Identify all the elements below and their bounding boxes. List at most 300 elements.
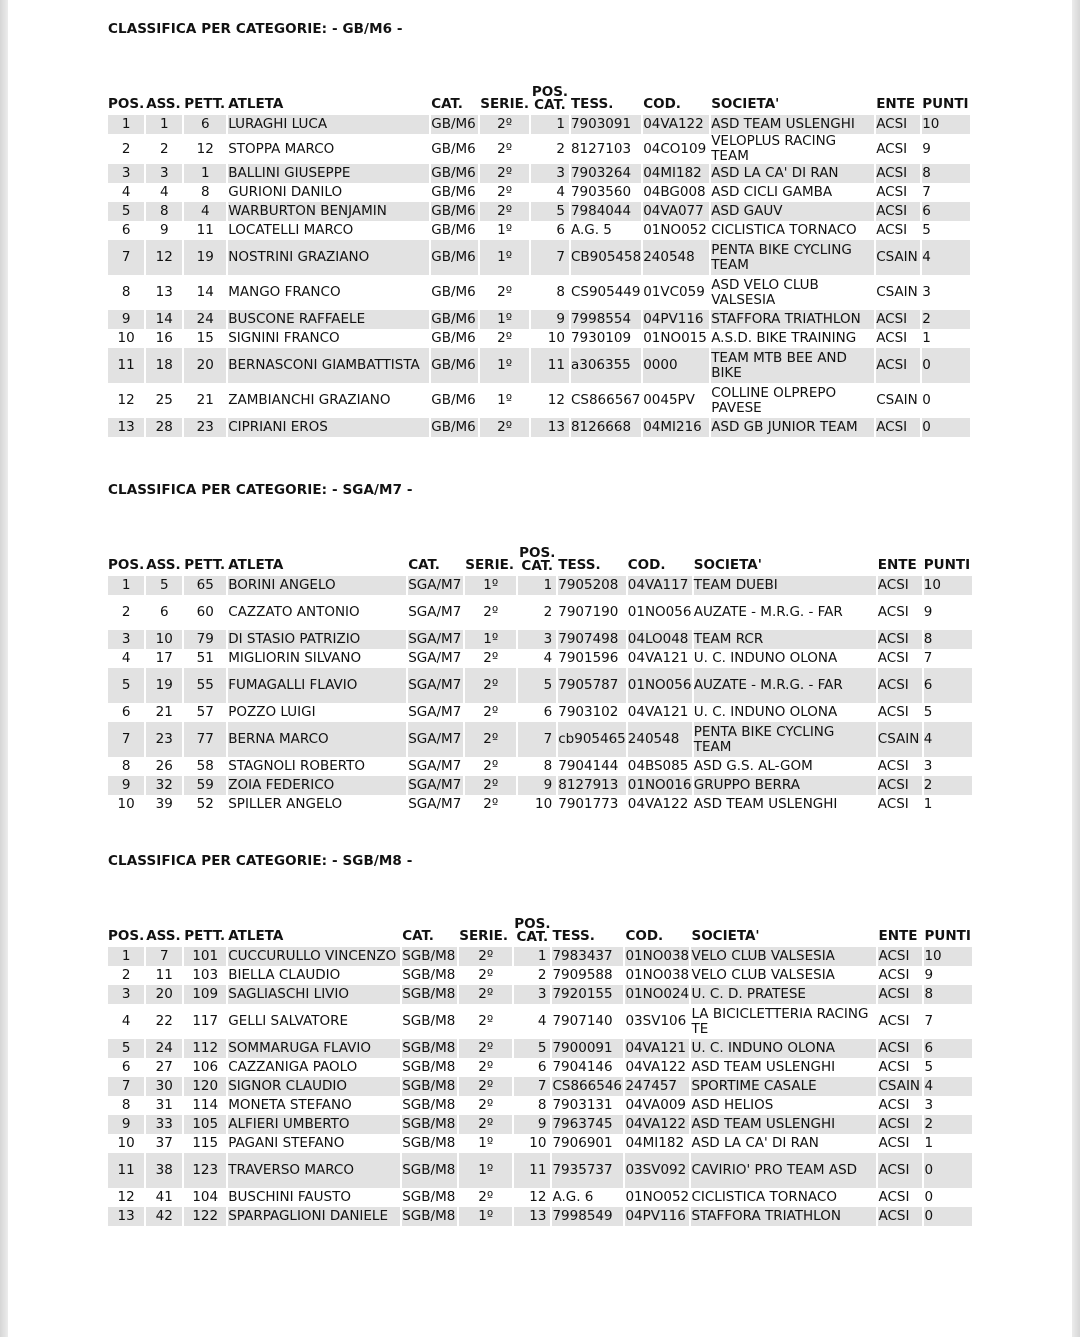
cell-pett: 12 — [196, 140, 214, 157]
column-header-ass: ASS. — [146, 96, 181, 112]
cell-cat: GB/M6 — [431, 140, 476, 157]
column-header-cod: COD. — [643, 96, 681, 112]
cell-societa: VELO CLUB VALSESIA — [691, 967, 835, 983]
table-row — [108, 795, 972, 814]
cell-poscat: 7 — [518, 722, 556, 757]
cell-atleta: BUSCHINI FAUSTO — [228, 1189, 351, 1205]
cell-ass: 42 — [146, 1207, 182, 1226]
cell-poscat: 3 — [518, 630, 556, 649]
cell-pett: 114 — [192, 1097, 219, 1113]
cell-pos: 8 — [121, 758, 131, 774]
cell-atleta: BERNASCONI GIAMBATTISTA — [228, 348, 429, 383]
table-row — [108, 115, 970, 134]
cell-ass: 14 — [146, 310, 182, 329]
section-gb-m6 — [108, 20, 972, 437]
cell-atleta: CUCCURULLO VINCENZO — [228, 947, 400, 966]
cell-poscat: 1 — [531, 115, 569, 134]
cell-ente: ACSI — [878, 1207, 922, 1226]
cell-societa: STAFFORA TRIATHLON — [691, 1207, 876, 1226]
cell-pett: 77 — [184, 722, 226, 757]
cell-atleta: NOSTRINI GRAZIANO — [228, 240, 429, 275]
cell-ente: ACSI — [878, 1059, 910, 1075]
cell-punti: 8 — [924, 630, 972, 649]
cell-atleta: ZOIA FEDERICO — [228, 776, 406, 795]
cell-serie: 2º — [483, 650, 499, 666]
cell-serie: 2º — [483, 758, 499, 774]
cell-serie: 2º — [459, 1039, 512, 1058]
cell-pos: 2 — [121, 967, 131, 983]
cell-societa: AUZATE - M.R.G. - FAR — [694, 668, 876, 703]
cell-ente: ACSI — [878, 576, 922, 595]
cell-societa: ASD TEAM USLENGHI — [691, 1059, 836, 1075]
cell-ente: ACSI — [876, 115, 920, 134]
cell-ass: 21 — [155, 704, 173, 720]
cell-poscat: 2 — [556, 140, 565, 157]
cell-ass: 38 — [146, 1153, 182, 1188]
table-row — [108, 966, 972, 985]
cell-serie: 2º — [478, 1059, 494, 1075]
cell-punti: 1 — [923, 796, 933, 812]
cell-pos: 12 — [117, 392, 135, 408]
cell-cod: 240548 — [628, 722, 692, 757]
cell-tess: 7903264 — [571, 164, 641, 183]
cell-cat: SGA/M7 — [408, 704, 462, 720]
cell-ass: 12 — [146, 240, 182, 275]
cell-ente: ACSI — [878, 967, 910, 983]
cell-cod: 04VA117 — [628, 576, 692, 595]
cell-atleta: STAGNOLI ROBERTO — [228, 758, 366, 774]
cell-serie: 1º — [478, 1135, 494, 1151]
cell-ass: 1 — [146, 115, 182, 134]
cell-ente: ACSI — [876, 184, 908, 200]
cell-societa: ASD TEAM USLENGHI — [691, 1115, 876, 1134]
cell-pett: 6 — [184, 115, 226, 134]
cell-ass: 10 — [146, 630, 182, 649]
cell-societa: U. C. D. PRATESE — [691, 985, 876, 1004]
cell-tess: 7900091 — [552, 1039, 623, 1058]
cell-pos: 1 — [108, 947, 144, 966]
cell-cod: 247457 — [625, 1077, 689, 1096]
cell-punti: 3 — [923, 758, 933, 774]
cell-serie: 1º — [497, 392, 513, 408]
section-title: CLASSIFICA PER CATEGORIE: - GB/M6 - — [108, 21, 403, 37]
cell-pett: 79 — [184, 630, 226, 649]
cell-cod: 04PV116 — [625, 1207, 689, 1226]
cell-atleta: GURIONI DANILO — [228, 184, 343, 200]
cell-poscat: 3 — [514, 985, 550, 1004]
cell-punti: 10 — [924, 576, 972, 595]
cell-societa: ASD VELO CLUB VALSESIA — [711, 276, 819, 308]
cell-ente: ACSI — [877, 604, 909, 620]
cell-serie: 1º — [465, 630, 516, 649]
cell-punti: 0 — [924, 1189, 934, 1205]
cell-pett: 15 — [196, 330, 214, 346]
cell-cat: SGA/M7 — [408, 722, 463, 757]
column-header-tess: TESS. — [570, 96, 614, 112]
cell-societa: ASD G.S. AL-GOM — [693, 758, 813, 774]
cell-serie: 2º — [497, 284, 513, 300]
cell-tess: 7998554 — [571, 310, 641, 329]
cell-tess: 7998549 — [552, 1207, 623, 1226]
cell-ente: ACSI — [878, 1115, 922, 1134]
cell-atleta: LOCATELLI MARCO — [228, 222, 354, 238]
cell-tess: 7903091 — [571, 115, 641, 134]
column-header-punti: PUNTI — [922, 96, 969, 112]
column-header-ass: ASS. — [146, 928, 181, 944]
cell-pos: 11 — [108, 348, 144, 383]
cell-punti: 3 — [922, 284, 931, 300]
cell-societa: VELOPLUS RACING TEAM — [711, 133, 837, 164]
cell-pos: 6 — [121, 704, 131, 720]
cell-pos: 9 — [108, 776, 144, 795]
cell-ente: ACSI — [878, 947, 922, 966]
cell-cod: 0045PV — [643, 392, 695, 408]
cell-cod: 01NO052 — [625, 1189, 690, 1205]
cell-poscat: 6 — [537, 1059, 547, 1075]
cell-pos: 7 — [108, 1077, 144, 1096]
cell-punti: 6 — [924, 668, 972, 703]
cell-punti: 7 — [922, 184, 931, 200]
cell-tess: 7909588 — [552, 967, 613, 983]
cell-poscat: 11 — [531, 348, 569, 383]
cell-atleta: BALLINI GIUSEPPE — [228, 164, 429, 183]
results-table — [106, 86, 972, 437]
cell-ass: 41 — [155, 1189, 173, 1205]
page-edge-right — [1072, 0, 1080, 1337]
cell-poscat: 9 — [531, 310, 569, 329]
cell-tess: 7903560 — [570, 184, 632, 200]
cell-societa: PENTA BIKE CYCLING TEAM — [694, 722, 876, 757]
table-row — [108, 1134, 972, 1153]
cell-pett: 20 — [184, 348, 226, 383]
cell-cat: SGA/M7 — [408, 796, 462, 812]
cell-punti: 9 — [922, 140, 931, 157]
cell-atleta: LURAGHI LUCA — [228, 115, 429, 134]
cell-cod: 04VA122 — [627, 796, 689, 812]
cell-poscat: 8 — [556, 284, 565, 300]
table-row — [108, 576, 972, 595]
cell-punti: 2 — [924, 776, 972, 795]
cell-poscat: 3 — [531, 164, 569, 183]
cell-ente: ACSI — [876, 330, 908, 346]
cell-poscat: 11 — [514, 1153, 550, 1188]
cell-societa: GRUPPO BERRA — [694, 776, 876, 795]
cell-ass: 25 — [155, 392, 173, 408]
cell-atleta: BORINI ANGELO — [228, 576, 406, 595]
cell-societa: TEAM DUEBI — [694, 576, 876, 595]
cell-cod: 01NO056 — [628, 668, 692, 703]
cell-punti: 2 — [924, 1115, 972, 1134]
cell-ass: 30 — [146, 1077, 182, 1096]
header-row — [108, 86, 970, 115]
cell-societa: ASD HELIOS — [691, 1097, 774, 1113]
cell-tess: CS866567 — [570, 392, 641, 408]
cell-atleta: TRAVERSO MARCO — [228, 1153, 400, 1188]
table-row — [108, 240, 970, 275]
cell-ente: CSAIN — [878, 722, 922, 757]
cell-pos: 10 — [117, 1135, 135, 1151]
cell-ass: 3 — [146, 164, 182, 183]
cell-tess: 7904144 — [558, 758, 619, 774]
cell-pos: 4 — [121, 650, 131, 666]
cell-pett: 120 — [184, 1077, 226, 1096]
cell-cat: SGB/M8 — [402, 1116, 456, 1132]
cell-serie: 2º — [465, 668, 516, 703]
cell-serie: 2º — [478, 967, 494, 983]
table-row — [108, 1096, 972, 1115]
cell-pos: 2 — [121, 604, 131, 620]
cell-cod: 01VC059 — [643, 284, 705, 300]
cell-cod: 04VA122 — [625, 1115, 689, 1134]
cell-poscat: 10 — [535, 796, 553, 812]
cell-serie: 2º — [480, 164, 529, 183]
cell-ente: ACSI — [878, 1153, 922, 1188]
cell-pos: 13 — [108, 418, 144, 437]
cell-ente: ACSI — [876, 418, 920, 437]
cell-cat: SGB/M8 — [402, 1153, 457, 1188]
cell-tess: 7984044 — [571, 202, 641, 221]
cell-tess: a306355 — [571, 348, 641, 383]
cell-serie: 2º — [480, 418, 529, 437]
cell-atleta: STOPPA MARCO — [228, 140, 335, 157]
cell-punti: 9 — [923, 604, 933, 620]
cell-ass: 2 — [159, 140, 169, 157]
cell-cat: GB/M6 — [431, 392, 476, 408]
cell-pett: 123 — [184, 1153, 226, 1188]
cell-serie: 2º — [459, 1115, 512, 1134]
header-row — [108, 918, 972, 947]
cell-pos: 13 — [108, 1207, 144, 1226]
cell-societa: A.S.D. BIKE TRAINING — [711, 330, 857, 346]
cell-societa: LA BICICLETTERIA RACING TE — [691, 1005, 869, 1037]
cell-cod: 04PV116 — [643, 310, 709, 329]
cell-punti: 3 — [924, 1097, 934, 1113]
cell-punti: 8 — [924, 985, 972, 1004]
cell-punti: 1 — [924, 1135, 934, 1151]
cell-serie: 2º — [483, 604, 499, 620]
cell-societa: ASD TEAM USLENGHI — [711, 115, 874, 134]
cell-pett: 57 — [196, 704, 214, 720]
cell-pos: 5 — [108, 202, 144, 221]
cell-ass: 31 — [155, 1097, 173, 1113]
cell-ass: 13 — [155, 284, 173, 300]
cell-atleta: SOMMARUGA FLAVIO — [228, 1039, 400, 1058]
table-row — [108, 134, 970, 164]
column-header-ente: ENTE — [876, 96, 916, 112]
cell-serie: 1º — [497, 222, 513, 238]
column-header-pett: PETT. — [184, 557, 226, 573]
cell-cod: 240548 — [643, 240, 709, 275]
column-header-punti: PUNTI — [924, 928, 971, 944]
table-row — [108, 947, 972, 966]
cell-punti: 5 — [922, 222, 931, 238]
cell-pett: 112 — [184, 1039, 226, 1058]
table-row — [108, 383, 970, 418]
cell-punti: 6 — [922, 202, 970, 221]
cell-cod: 04VA121 — [627, 650, 689, 666]
cell-pett: 21 — [196, 392, 214, 408]
cell-cod: 04MI182 — [643, 164, 709, 183]
cell-atleta: CAZZANIGA PAOLO — [228, 1059, 358, 1075]
cell-atleta: SAGLIASCHI LIVIO — [228, 985, 400, 1004]
column-header-serie: SERIE. — [465, 557, 514, 573]
cell-cat: GB/M6 — [431, 310, 478, 329]
cell-cat: GB/M6 — [431, 348, 478, 383]
cell-pett: 104 — [192, 1189, 219, 1205]
cell-serie: 1º — [480, 240, 529, 275]
cell-poscat: 5 — [518, 668, 556, 703]
cell-societa: U. C. INDUNO OLONA — [693, 650, 838, 666]
cell-poscat: 10 — [547, 330, 565, 346]
cell-pos: 1 — [108, 576, 144, 595]
cell-atleta: MONETA STEFANO — [228, 1097, 352, 1113]
table-row — [108, 221, 970, 240]
cell-ass: 18 — [146, 348, 182, 383]
cell-serie: 1º — [480, 310, 529, 329]
cell-pos: 11 — [108, 1153, 144, 1188]
cell-punti: 4 — [924, 722, 972, 757]
cell-cat: GB/M6 — [431, 284, 476, 300]
cell-cod: 04LO048 — [628, 630, 692, 649]
cell-punti: 0 — [922, 392, 931, 408]
cell-societa: U. C. INDUNO OLONA — [693, 704, 838, 720]
cell-tess: 7901596 — [558, 650, 619, 666]
section-title: CLASSIFICA PER CATEGORIE: - SGB/M8 - — [108, 853, 413, 869]
cell-cat: SGB/M8 — [402, 1208, 456, 1224]
cell-pett: 19 — [184, 240, 226, 275]
cell-ente: CSAIN — [876, 284, 918, 300]
cell-cod: 0000 — [643, 348, 709, 383]
cell-societa: ASD TEAM USLENGHI — [693, 796, 838, 812]
cell-pett: 115 — [192, 1135, 219, 1151]
cell-punti: 4 — [922, 240, 970, 275]
cell-serie: 2º — [478, 1013, 494, 1029]
cell-poscat: 13 — [531, 418, 569, 437]
cell-cod: 01NO038 — [625, 948, 690, 964]
cell-poscat: 10 — [529, 1135, 547, 1151]
cell-ass: 9 — [159, 222, 169, 238]
cell-atleta: BUSCONE RAFFAELE — [228, 310, 429, 329]
cell-ass: 32 — [146, 776, 182, 795]
cell-cat: SGB/M8 — [402, 986, 456, 1002]
cell-cat: SGB/M8 — [402, 1189, 456, 1205]
cell-pett: 105 — [184, 1115, 226, 1134]
cell-ass: 33 — [146, 1115, 182, 1134]
cell-poscat: 8 — [543, 758, 553, 774]
cell-cat: SGA/M7 — [408, 577, 462, 593]
cell-atleta: SIGNOR CLAUDIO — [228, 1077, 400, 1096]
column-header-tess: TESS. — [552, 928, 595, 944]
cell-punti: 0 — [924, 1207, 972, 1226]
cell-poscat: 7 — [514, 1077, 550, 1096]
column-header-cat: CAT. — [431, 96, 463, 112]
column-header-ass: ASS. — [146, 557, 181, 573]
page-edge-left — [0, 0, 8, 1337]
cell-tess: 7901773 — [558, 796, 619, 812]
column-header-pos-cat: POS. CAT. — [514, 916, 551, 945]
table-row — [108, 703, 972, 722]
table-row — [108, 1115, 972, 1134]
cell-societa: PENTA BIKE CYCLING TEAM — [711, 240, 874, 275]
cell-ass: 17 — [155, 650, 173, 666]
column-header-cod: COD. — [625, 928, 664, 944]
cell-ente: ACSI — [877, 796, 909, 812]
table-row — [108, 668, 972, 703]
table-row — [108, 985, 972, 1004]
cell-atleta: FUMAGALLI FLAVIO — [228, 668, 406, 703]
column-header-societa: SOCIETA' — [711, 96, 780, 112]
cell-atleta: BIELLA CLAUDIO — [228, 967, 341, 983]
cell-cod: 01NO052 — [643, 222, 707, 238]
column-header-serie: SERIE. — [480, 96, 529, 112]
cell-serie: 2º — [483, 704, 499, 720]
column-header-atleta: ATLETA — [228, 557, 284, 573]
table-row — [108, 649, 972, 668]
cell-tess: A.G. 5 — [570, 222, 612, 238]
results-table — [106, 918, 974, 1226]
cell-cat: SGB/M8 — [402, 967, 456, 983]
cell-punti: 8 — [922, 164, 970, 183]
cell-tess: 7903131 — [552, 1097, 613, 1113]
table-row — [108, 757, 972, 776]
cell-societa: TEAM MTB BEE AND BIKE — [711, 348, 874, 383]
cell-cod: 04VA077 — [643, 202, 709, 221]
cell-tess: 7907498 — [558, 630, 626, 649]
cell-ass: 7 — [146, 947, 182, 966]
cell-societa: ASD LA CA' DI RAN — [711, 164, 874, 183]
cell-serie: 2º — [459, 985, 512, 1004]
cell-serie: 2º — [459, 947, 512, 966]
column-header-pos-cat: POS. CAT. — [519, 545, 556, 574]
cell-atleta: POZZO LUIGI — [228, 704, 316, 720]
column-header-ente: ENTE — [877, 557, 917, 573]
column-header-serie: SERIE. — [459, 928, 508, 944]
cell-punti: 5 — [923, 704, 933, 720]
cell-societa: U. C. INDUNO OLONA — [691, 1039, 876, 1058]
cell-societa: CICLISTICA TORNACO — [691, 1189, 837, 1205]
cell-serie: 2º — [497, 140, 513, 157]
cell-tess: 7930109 — [570, 330, 632, 346]
cell-ente: CSAIN — [878, 1077, 922, 1096]
table-row — [108, 776, 972, 795]
cell-societa: CICLISTICA TORNACO — [711, 222, 857, 238]
cell-tess: 7983437 — [552, 947, 623, 966]
cell-pett: 109 — [184, 985, 226, 1004]
column-header-cod: COD. — [627, 557, 666, 573]
cell-tess: 7904146 — [552, 1059, 613, 1075]
cell-tess: 7935737 — [552, 1153, 623, 1188]
cell-tess: 8127913 — [558, 776, 626, 795]
cell-pett: 117 — [192, 1013, 219, 1029]
cell-cat: GB/M6 — [431, 184, 476, 200]
cell-tess: 7963745 — [552, 1115, 623, 1134]
cell-cod: 01NO015 — [643, 330, 707, 346]
cell-ente: ACSI — [878, 1189, 910, 1205]
cell-societa: AUZATE - M.R.G. - FAR — [693, 604, 843, 620]
table-row — [108, 1077, 972, 1096]
cell-poscat: 6 — [556, 222, 565, 238]
cell-cat: SGA/M7 — [408, 631, 462, 647]
cell-tess: A.G. 6 — [552, 1189, 594, 1205]
cell-ente: ACSI — [876, 310, 920, 329]
cell-ass: 23 — [146, 722, 182, 757]
cell-pos: 10 — [117, 330, 135, 346]
cell-atleta: MIGLIORIN SILVANO — [228, 650, 362, 666]
table-row — [108, 1004, 972, 1039]
cell-atleta: MANGO FRANCO — [228, 284, 341, 300]
section-sgb-m8 — [108, 852, 974, 1226]
cell-cod: 03SV092 — [625, 1153, 689, 1188]
